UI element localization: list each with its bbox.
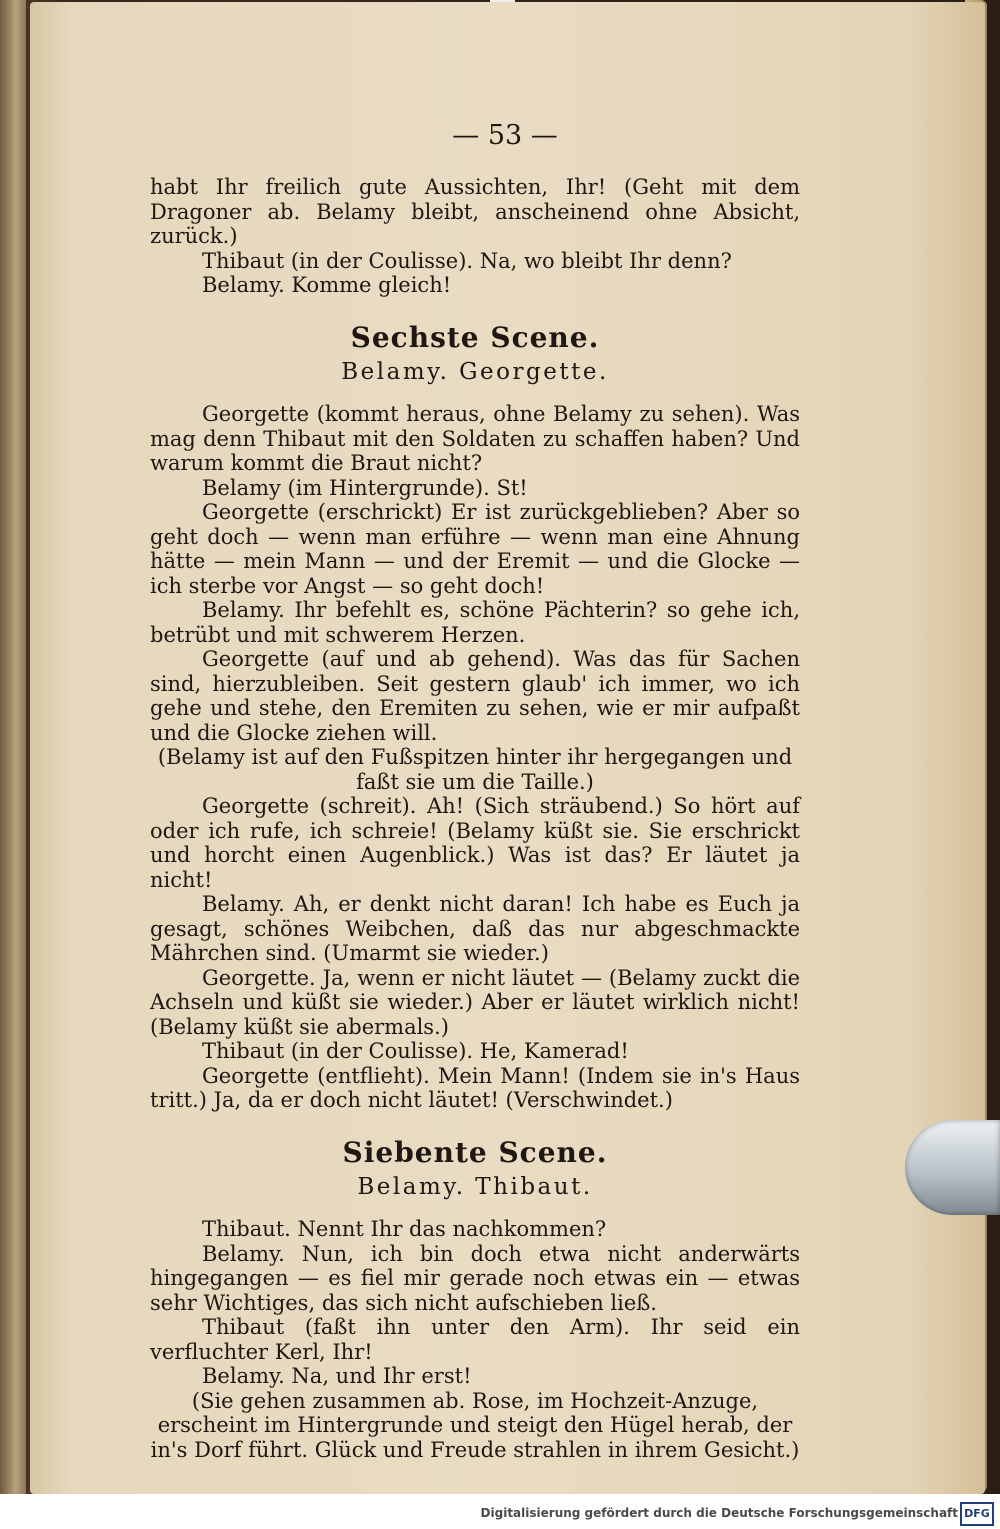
left-page-edge	[0, 0, 26, 1529]
scene-heading: Siebente Scene.	[342, 1135, 608, 1169]
page-text	[150, 175, 800, 1462]
dialogue-paragraph: Georgette (auf und ab gehend). Was das für Sachen sind, hierzubleiben. Seit gestern glaub' ich immer, wo ich gehe und stehe, den Eremiten zu sehen, wie er mir aufpaßt und die Glocke ziehen will.	[150, 647, 800, 745]
dialogue-paragraph: Thibaut (faßt ihn unter den Arm). Ihr seid ein verfluchter Kerl, Ihr!	[150, 1315, 800, 1364]
dfg-logo-icon: DFG	[960, 1502, 994, 1526]
dialogue-paragraph: Belamy. Ah, er denkt nicht daran! Ich habe es Euch ja gesagt, schönes Weibchen, daß das nur abgeschmackte Mährchen sind. (Umarmt sie wieder.)	[150, 892, 800, 965]
dialogue-paragraph: Georgette (schreit). Ah! (Sich sträubend.) So hört auf oder ich rufe, ich schreie! (Belamy küßt sie. Sie erschrickt und horcht einen Augenblick.) Was ist das? Er läutet ja nicht!	[150, 794, 800, 892]
scene-heading: Sechste Scene.	[350, 320, 600, 354]
page-number: — 53 —	[452, 120, 558, 151]
dialogue-paragraph: Belamy. Nun, ich bin doch etwa nicht anderwärts hingegangen — es fiel mir gerade noch etwas ein — etwas sehr Wichtiges, das sich nicht aufschieben ließ.	[150, 1241, 800, 1315]
dialogue-paragraph: Georgette. Ja, wenn er nicht läutet — (Belamy zuckt die Achseln und küßt sie wieder.) Aber er läutet wirklich nicht! (Belamy küßt sie abermals.)	[150, 965, 800, 1039]
dialogue-paragraph: Thibaut. Nennt Ihr das nachkommen?	[202, 1217, 607, 1241]
text-line: habt Ihr freilich gute Aussichten, Ihr! (Geht mit dem Dragoner ab. Belamy bleibt, anscheinend ohne Absicht, zurück.)	[150, 175, 800, 248]
dialogue-paragraph: Belamy. Ihr befehlt es, schöne Pächterin? so gehe ich, betrübt und mit schwerem Herzen.	[150, 598, 800, 647]
footer-credit: Digitalisierung gefördert durch die Deutsche Forschungsgemeinschaft	[480, 1506, 958, 1520]
dialogue-paragraph: Georgette (entflieht). Mein Mann! (Indem sie in's Haus tritt.) Ja, da er doch nicht läutet! (Verschwindet.)	[150, 1063, 800, 1112]
dialogue-paragraph: Belamy. Na, und Ihr erst!	[202, 1364, 472, 1388]
dialogue-paragraph: Thibaut (in der Coulisse). He, Kamerad!	[202, 1039, 629, 1063]
scene-cast: Belamy. Thibaut.	[357, 1173, 593, 1200]
scene-cast: Belamy. Georgette.	[341, 358, 609, 385]
text-line: Thibaut (in der Coulisse). Na, wo bleibt Ihr denn?	[202, 248, 732, 273]
dialogue-paragraph: Georgette (erschrickt) Er ist zurückgeblieben? Aber so geht doch — wenn man erführe — wenn man eine Ahnung hätte — mein Mann — und der Eremit — und die Glocke — ich sterbe vor Angst — so geht doch!	[150, 500, 800, 598]
stage-direction: (Belamy ist auf den Fußspitzen hinter ihr hergegangen und faßt sie um die Taille.)	[157, 745, 793, 794]
footer-bar	[0, 1494, 1000, 1529]
dialogue-paragraph: Belamy (im Hintergrunde). St!	[202, 475, 528, 500]
stage-direction: (Sie gehen zusammen ab. Rose, im Hochzeit-Anzuge, erscheint im Hintergrunde und steigt den Hügel herab, der in's Dorf führt. Glück und Freude strahlen in ihrem Gesicht.)	[150, 1388, 800, 1462]
dialogue-paragraph: Georgette (kommt heraus, ohne Belamy zu sehen). Was mag denn Thibaut mit den Soldaten zu schaffen haben? Und warum kommt die Braut nicht?	[150, 402, 800, 475]
text-line: Belamy. Komme gleich!	[202, 273, 452, 297]
page-clip-icon	[905, 1120, 1000, 1215]
